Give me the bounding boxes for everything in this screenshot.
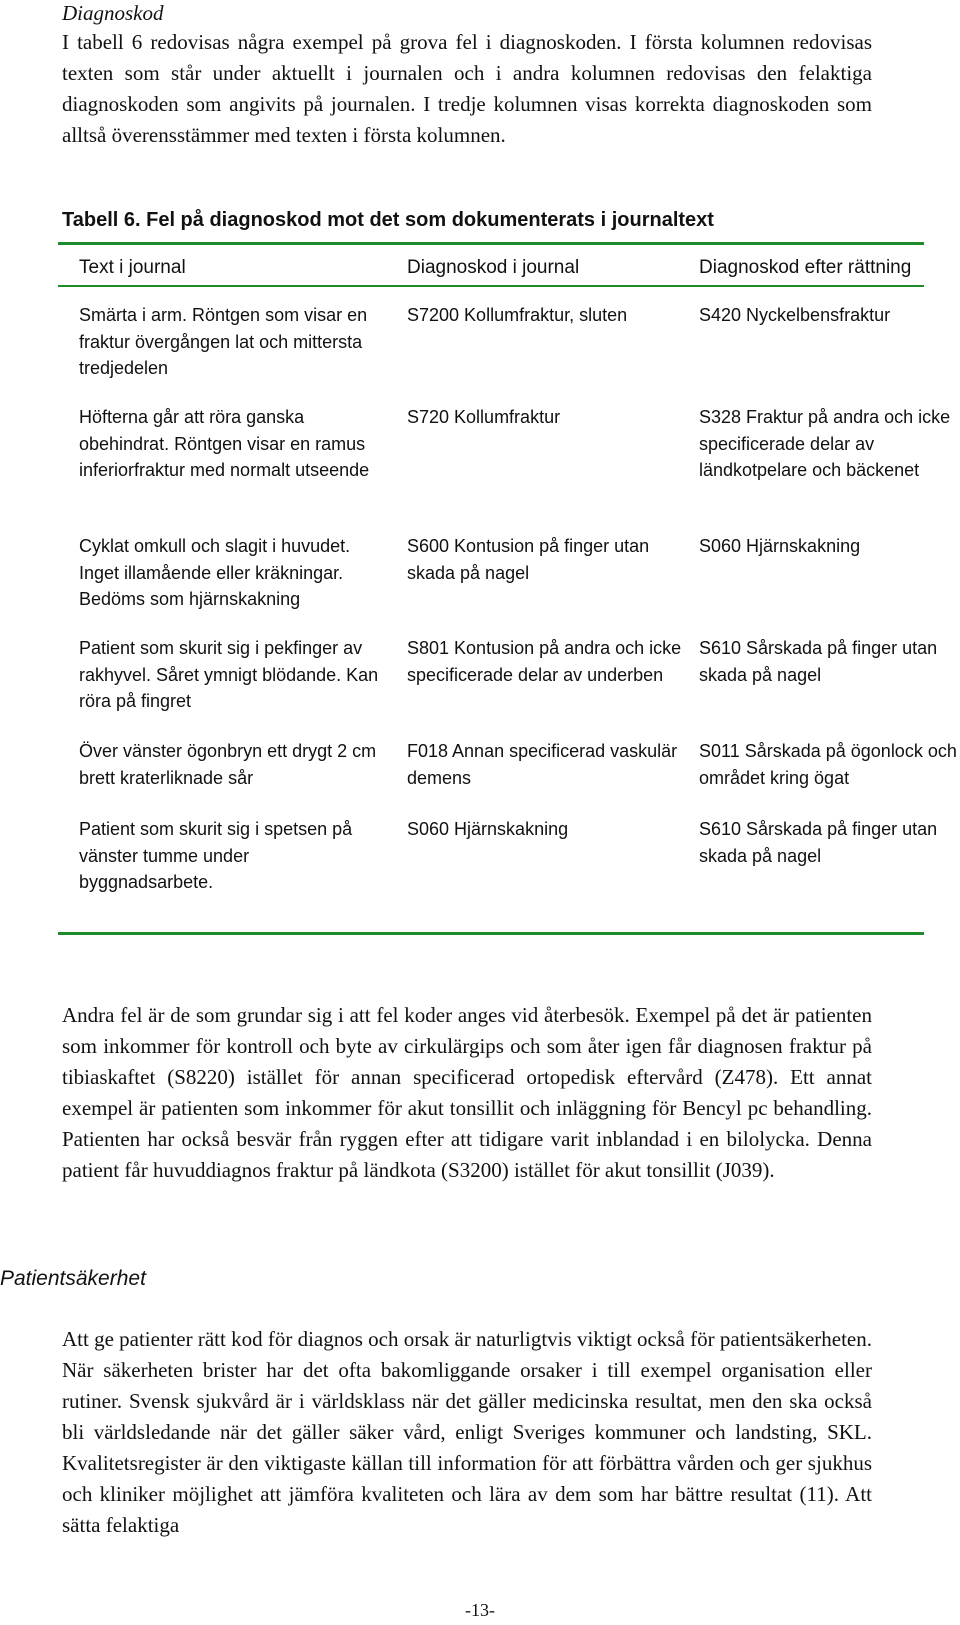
table-cell-code-journal: F018 Annan specificerad vaskulär demens [407, 741, 678, 788]
intro-paragraph: I tabell 6 redovisas några exempel på grova fel i diagnoskoden. I första kolumnen redovisas texten som står under aktuellt i journalen och i andra kolumnen redovisas den felaktiga diagnoskoden som angivits på journalen. I tredje kolumnen visas korrekta diagnoskoden som alltså överensstämmer med texten i första kolumnen. [62, 30, 872, 147]
table-cell-code-journal: S060 Hjärnskakning [407, 819, 569, 839]
section-heading-diagnoskod: Diagnoskod [62, 1, 164, 25]
table-cell-code-corrected: S011 Sårskada på ögonlock och området kring ögat [699, 741, 957, 788]
table-cell-code-corrected: S610 Sårskada på finger utan skada på nagel [699, 638, 938, 685]
table-cell-text: Patient som skurit sig i spetsen på vänster tumme under byggnadsarbete. [79, 819, 353, 892]
table-cell-code-corrected: S060 Hjärnskakning [699, 536, 861, 556]
table-bottom-rule [58, 932, 924, 935]
table-cell-code-corrected: S328 Fraktur på andra och icke specificerade delar av ländkotpelare och bäckenet [699, 407, 951, 480]
table-cell-text: Cyklat omkull och slagit i huvudet. Inget illamående eller kräkningar. Bedöms som hjärnskakning [79, 536, 351, 609]
table-cell-code-journal: S801 Kontusion på andra och icke specificerade delar av underben [407, 638, 682, 685]
table-header-code-corrected: Diagnoskod efter rättning [699, 257, 912, 278]
paragraph-after-table: Andra fel är de som grundar sig i att fel koder anges vid återbesök. Exempel på det är patienten som inkommer för kontroll och byte av cirkulärgips och som åter igen får diagnosen fraktur på tibiaskaftet (S8220) istället för annan specificerad ortopedisk eftervård (Z478). Ett annat exempel är patienten som inkommer för akut tonsillit och inläggning för Bencyl pc behandling. Patienten har också besvär från ryggen efter att tidigare varit inblandad i en bilolycka. Denna patient får huvuddiagnos fraktur på ländkota (S3200) istället för akut tonsillit (J039). [62, 1003, 872, 1182]
table-header-rule [58, 285, 924, 287]
table-cell-code-journal: S720 Kollumfraktur [407, 407, 561, 427]
section-heading-patientsakerhet: Patientsäkerhet [0, 1267, 146, 1290]
patientsakerhet-paragraph: Att ge patienter rätt kod för diagnos och orsak är naturligtvis viktigt också för patientsäkerheten. När säkerheten brister har det ofta bakomliggande orsaker i till exempel organisation eller rutiner. Svensk sjukvård är i världsklass när det gäller medicinska resultat, men den ska också bli världsledande när det gäller säker vård, enligt Sveriges kommuner och landsting, SKL. Kvalitetsregister är den viktigaste källan till information för att förbättra vården och ger sjukhus och kliniker möjlighet att jämföra kvaliteten och lära av dem som har bättre resultat (11). Att sätta felaktiga [62, 1327, 873, 1537]
table-top-rule [58, 242, 924, 245]
table-cell-text: Höfterna går att röra ganska obehindrat. Röntgen visar en ramus inferiorfraktur med normalt utseende [79, 407, 370, 480]
table-cell-code-journal: S600 Kontusion på finger utan skada på nagel [407, 536, 650, 583]
table-header-text-in-journal: Text i journal [79, 257, 186, 278]
table-cell-code-journal: S7200 Kollumfraktur, sluten [407, 305, 628, 325]
page-number: -13- [465, 1600, 495, 1620]
table-cell-code-corrected: S610 Sårskada på finger utan skada på nagel [699, 819, 938, 866]
table-caption: Tabell 6. Fel på diagnoskod mot det som dokumenterats i journaltext [62, 209, 714, 231]
table-header-code-in-journal: Diagnoskod i journal [407, 257, 580, 278]
table-cell-text: Över vänster ögonbryn ett drygt 2 cm brett kraterliknade sår [79, 741, 377, 788]
table-cell-text: Smärta i arm. Röntgen som visar en fraktur övergången lat och mittersta tredjedelen [79, 305, 368, 378]
table-cell-code-corrected: S420 Nyckelbensfraktur [699, 305, 891, 325]
table-cell-text: Patient som skurit sig i pekfinger av rakhyvel. Såret ymnigt blödande. Kan röra på fingret [79, 638, 379, 711]
